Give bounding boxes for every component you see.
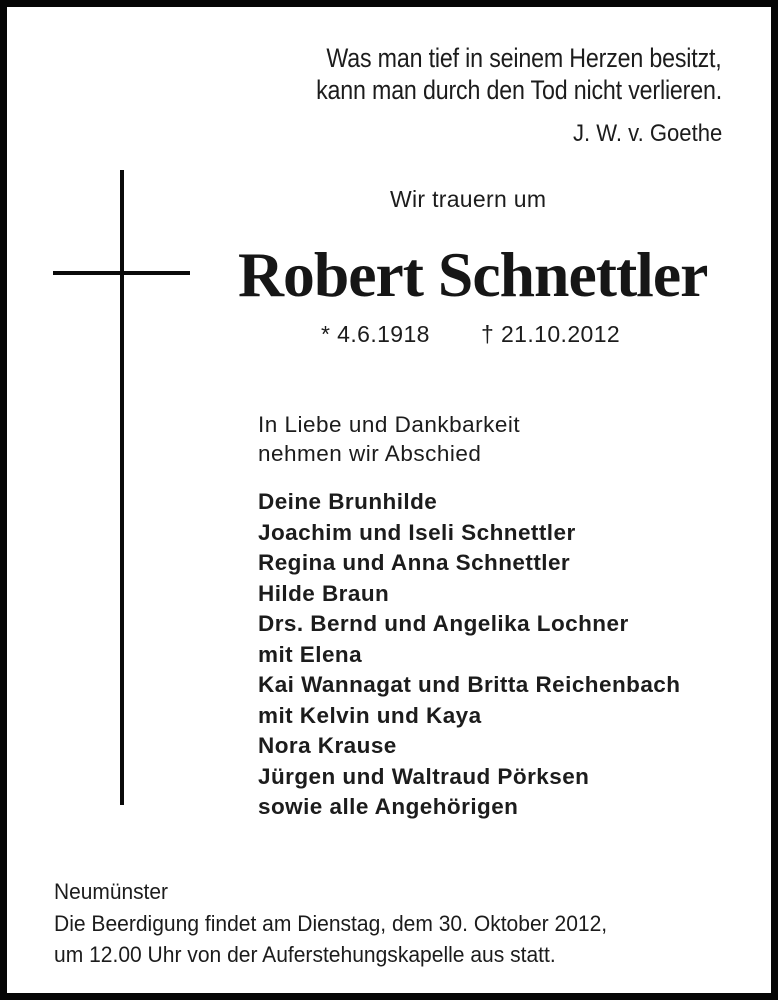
footer-city: Neumünster — [54, 879, 168, 904]
funeral-info-line-1: Die Beerdigung findet am Dienstag, dem 30. Oktober 2012, — [54, 911, 608, 936]
deceased-name: Robert Schnettler — [238, 239, 708, 310]
mourner-entry: Joachim und Iseli Schnettler — [258, 519, 576, 545]
mourner-entry: Regina und Anna Schnettler — [258, 550, 571, 575]
quote-line-1: Was man tief in seinem Herzen besitzt, — [326, 43, 722, 73]
mourner-entry: Jürgen und Waltraud Pörksen — [258, 763, 590, 789]
cross-horizontal-bar — [53, 271, 190, 275]
birth-date: * 4.6.1918 — [321, 321, 430, 347]
mourner-entry: mit Elena — [258, 641, 363, 667]
mourner-entry: Nora Krause — [258, 733, 397, 758]
mourner-entry: Kai Wannagat und Britta Reichenbach — [258, 672, 681, 697]
mourners-list — [258, 487, 680, 823]
mourner-entry: Deine Brunhilde — [258, 489, 438, 514]
death-date: † 21.10.2012 — [481, 321, 621, 347]
cross-vertical-bar — [120, 170, 124, 805]
farewell-line-1: In Liebe und Dankbarkeit — [258, 412, 521, 437]
mourning-intro: Wir trauern um — [390, 186, 547, 212]
funeral-info-line-2: um 12.00 Uhr von der Auferstehungskapelle aus statt. — [54, 942, 556, 967]
mourner-entry: Drs. Bernd und Angelika Lochner — [258, 611, 629, 636]
quote-line-2: kann man durch den Tod nicht verlieren. — [316, 75, 722, 105]
farewell-line-2: nehmen wir Abschied — [258, 441, 482, 466]
quote-author: J. W. v. Goethe — [572, 120, 722, 147]
mourner-entry: Hilde Braun — [258, 580, 390, 606]
mourner-entry: sowie alle Angehörigen — [258, 794, 519, 819]
mourner-entry: mit Kelvin und Kaya — [258, 702, 482, 728]
